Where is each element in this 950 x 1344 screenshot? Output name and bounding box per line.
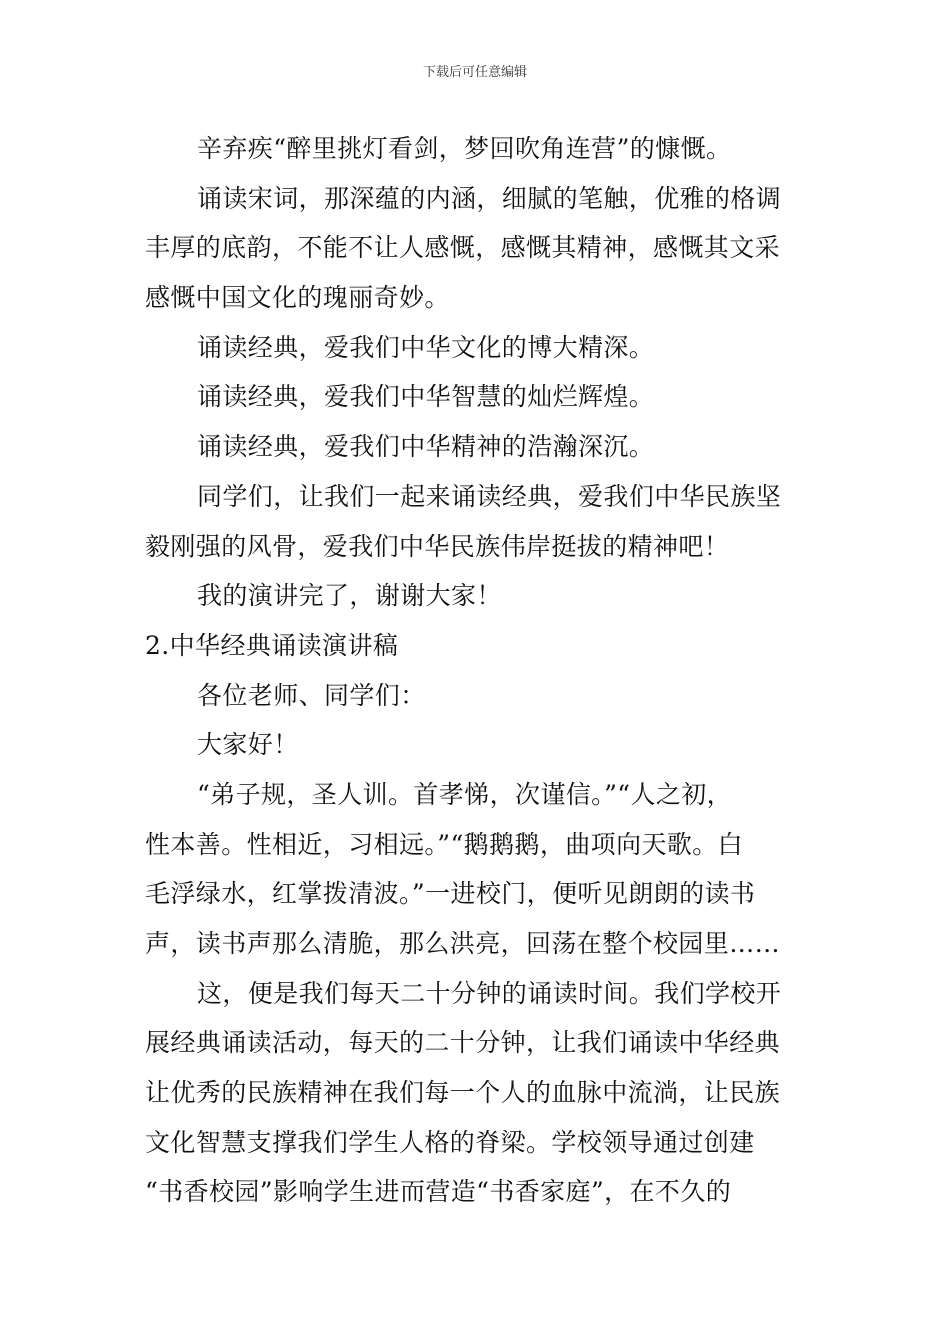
text-line: 诵读经典，爱我们中华智慧的灿烂辉煌。 xyxy=(197,382,655,412)
text-line: 文化智慧支撑我们学生人格的脊梁。学校领导通过创建 xyxy=(145,1127,755,1157)
text-line: 性本善。性相近，习相远。”“鹅鹅鹅，曲项向天歌。白 xyxy=(145,829,744,859)
text-line: “弟子规，圣人训。首孝悌，次谨信。”“人之初， xyxy=(197,779,733,809)
text-line: 同学们，让我们一起来诵读经典，爱我们中华民族坚 xyxy=(197,481,782,511)
text-line: 大家好！ xyxy=(197,730,299,760)
text-line: 诵读经典，爱我们中华文化的博大精深。 xyxy=(197,332,655,362)
text-line: 丰厚的底韵，不能不让人感慨，感慨其精神，感慨其文采 xyxy=(145,233,781,263)
text-line: 展经典诵读活动，每天的二十分钟，让我们诵读中华经典 xyxy=(145,1028,781,1058)
text-line: 让优秀的民族精神在我们每一个人的血脉中流淌，让民族 xyxy=(145,1078,781,1108)
text-line: 诵读宋词，那深蕴的内涵，细腻的笔触，优雅的格调 xyxy=(197,183,782,213)
text-line: 毛浮绿水，红掌拨清波。”一进校门，便听见朗朗的读书 xyxy=(145,879,756,909)
text-line: 感慨中国文化的瑰丽奇妙。 xyxy=(145,283,450,313)
text-line: 诵读经典，爱我们中华精神的浩瀚深沉。 xyxy=(197,432,655,462)
section-heading: 2.中华经典诵读演讲稿 xyxy=(145,630,399,660)
text-line: 我的演讲完了，谢谢大家！ xyxy=(197,581,502,611)
text-line: 辛弃疾“醉里挑灯看剑，梦回吹角连营”的慷慨。 xyxy=(197,134,732,163)
text-line: 声，读书声那么清脆，那么洪亮，回荡在整个校园里…… xyxy=(145,929,781,958)
text-line: 各位老师、同学们： xyxy=(197,680,426,710)
text-line: 这，便是我们每天二十分钟的诵读时间。我们学校开 xyxy=(197,978,782,1008)
text-line: “书香校园”影响学生进而营造“书香家庭”，在不久的 xyxy=(145,1177,732,1207)
header-note: 下载后可任意编辑 xyxy=(422,65,527,80)
text-line: 毅刚强的风骨，爱我们中华民族伟岸挺拔的精神吧！ xyxy=(145,531,730,561)
body-text xyxy=(145,124,805,1217)
